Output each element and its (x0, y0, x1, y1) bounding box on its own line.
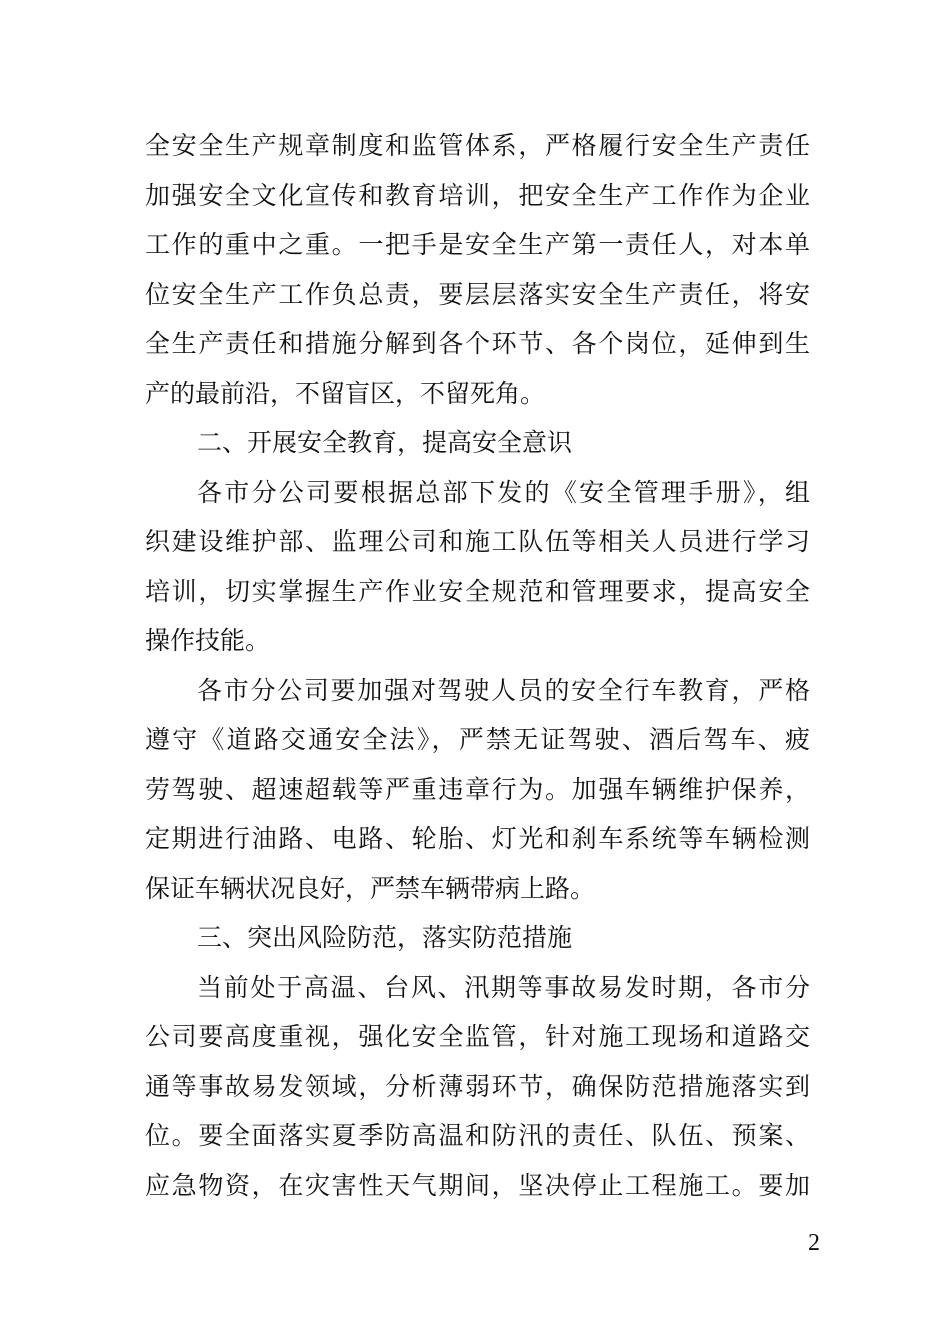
text-line: 通等事故易发领域，分析薄弱环节，确保防范措施落实到 (145, 1071, 810, 1101)
text-line: 操作技能。 (145, 626, 271, 655)
text-line: 培训，切实掌握生产作业安全规范和管理要求，提高安全 (145, 576, 810, 606)
text-line: 位安全生产工作负总责，要层层落实安全生产责任，将安 (145, 279, 810, 309)
text-line: 全生产责任和措施分解到各个环节、各个岗位，延伸到生 (145, 329, 810, 358)
page-number: 2 (808, 1230, 820, 1256)
body-text (145, 121, 810, 1210)
text-line: 产的最前沿，不留盲区，不留死角。 (145, 378, 546, 408)
text-line: 织建设维护部、监理公司和施工队伍等相关人员进行学习 (145, 527, 810, 556)
text-line: 劳驾驶、超速超载等严重违章行为。加强车辆维护保养， (145, 774, 810, 804)
text-line: 定期进行油路、电路、轮胎、灯光和刹车系统等车辆检测 (145, 824, 810, 853)
text-line: 加强安全文化宣传和教育培训，把安全生产工作作为企业 (145, 180, 810, 210)
text-line: 保证车辆状况良好，严禁车辆带病上路。 (145, 873, 596, 903)
text-line: 遵守《道路交通安全法》，严禁无证驾驶、酒后驾车、疲 (145, 725, 810, 754)
text-line: 公司要高度重视，强化安全监管，针对施工现场和道路交 (145, 1022, 810, 1051)
text-line: 位。要全面落实夏季防高温和防汛的责任、队伍、预案、 (145, 1121, 810, 1150)
text-line: 各市分公司要根据总部下发的《安全管理手册》，组 (197, 477, 810, 507)
text-line: 当前处于高温、台风、汛期等事故易发时期，各市分 (197, 972, 810, 1002)
text-line: 工作的重中之重。一把手是安全生产第一责任人，对本单 (145, 230, 810, 259)
text-line: 各市分公司要加强对驾驶人员的安全行车教育，严格 (197, 675, 810, 705)
section-heading: 二、开展安全教育，提高安全意识 (197, 428, 573, 457)
section-heading: 三、突出风险防范，落实防范措施 (197, 923, 573, 952)
text-line: 全安全生产规章制度和监管体系，严格履行安全生产责任 (145, 131, 810, 160)
text-line: 应急物资，在灾害性天气期间，坚决停止工程施工。要加 (145, 1170, 810, 1200)
